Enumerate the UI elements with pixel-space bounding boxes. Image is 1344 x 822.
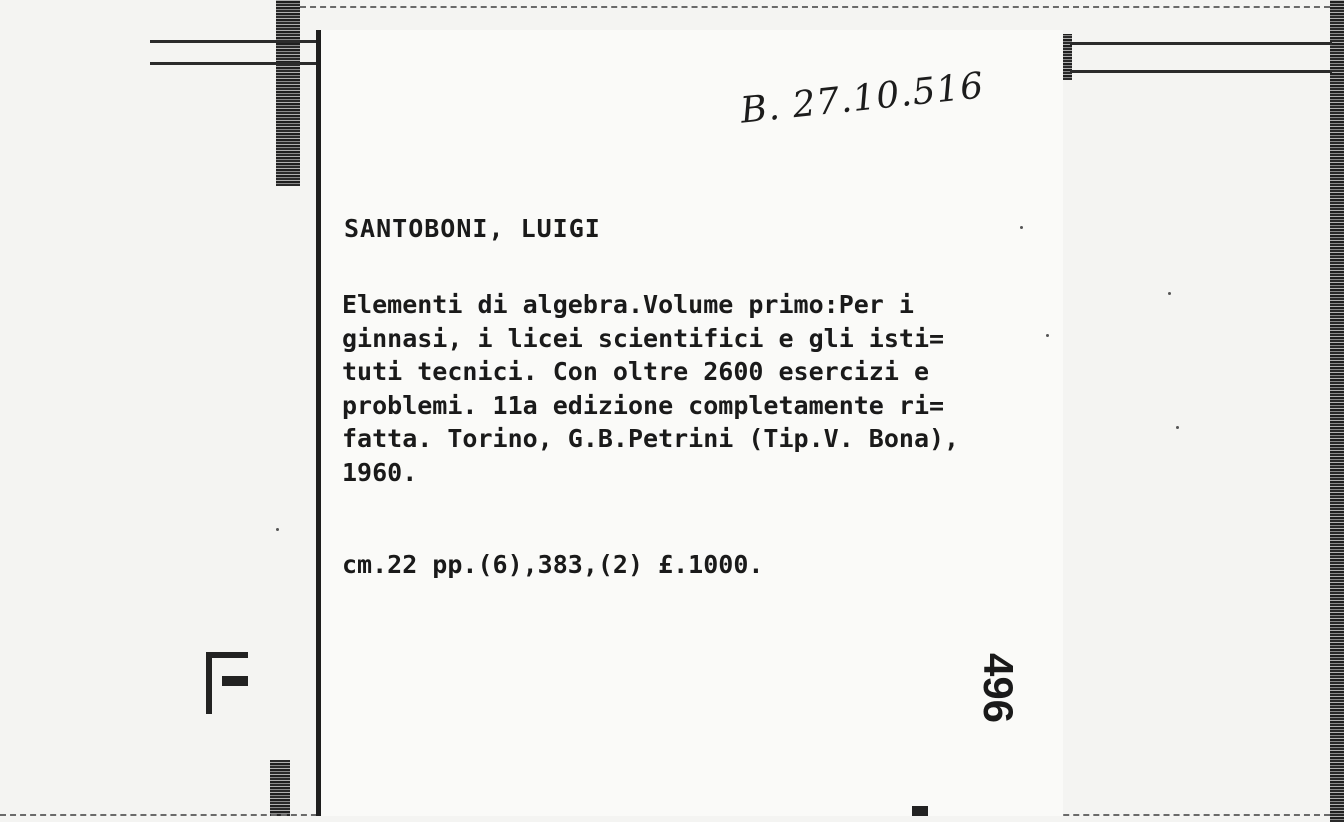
description-line: Elementi di algebra.Volume primo:Per i	[342, 290, 914, 319]
left-bracket-mark-mid	[222, 676, 248, 686]
speck	[1168, 292, 1171, 295]
speck	[1176, 426, 1179, 429]
top-left-rail	[150, 40, 320, 43]
collation-line: cm.22 pp.(6),383,(2) £.1000.	[342, 550, 764, 579]
handwritten-shelfmark: B. 27.10.516	[738, 65, 987, 132]
description-line: 1960.	[342, 457, 418, 487]
title-description	[342, 288, 1042, 489]
author-heading: SANTOBONI, LUIGI	[344, 214, 601, 243]
bottom-tab-mark	[912, 806, 928, 816]
speck	[1020, 226, 1023, 229]
description-line: ginnasi, i licei scientifici e gli isti=	[342, 323, 945, 353]
description-line: fatta. Torino, G.B.Petrini (Tip.V. Bona),	[342, 424, 960, 453]
card-number: 496	[975, 652, 1022, 724]
left-bracket-mark-top	[206, 652, 248, 658]
speck	[1046, 334, 1049, 337]
description-line: tuti tecnici. Con oltre 2600 esercizi e	[342, 357, 929, 386]
speck	[276, 528, 279, 531]
left-binding-strip-bottom	[270, 760, 290, 816]
right-edge-strip	[1330, 0, 1344, 822]
top-right-rail-lower	[1070, 70, 1332, 73]
description-line: problemi. 11a edizione completamente ri=	[342, 390, 945, 420]
top-right-rail	[1070, 42, 1332, 45]
left-bracket-mark	[206, 652, 212, 714]
left-binding-strip	[276, 0, 300, 186]
top-left-rail-lower	[150, 62, 320, 65]
top-edge-line	[300, 6, 1330, 8]
